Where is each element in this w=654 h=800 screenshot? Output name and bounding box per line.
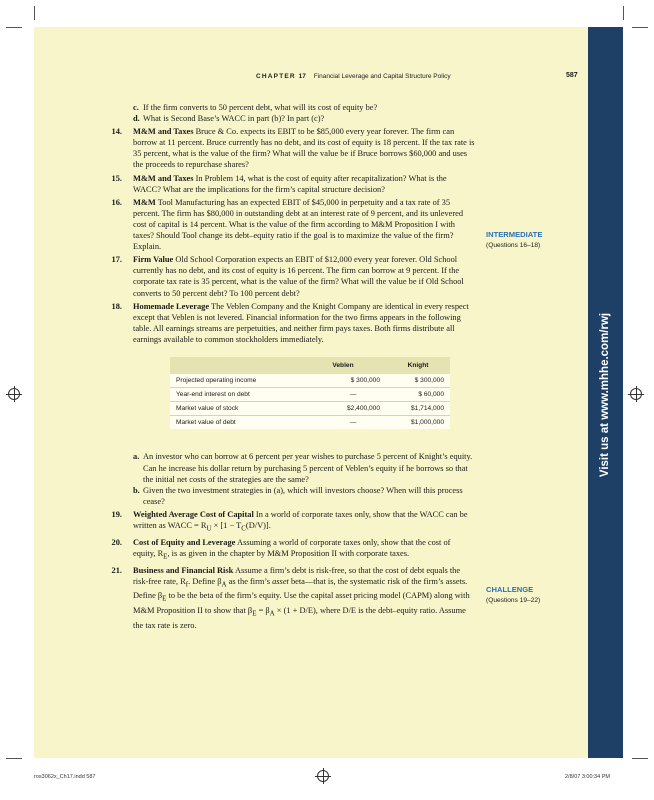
problem-title: Cost of Equity and Leverage xyxy=(133,537,236,547)
challenge-range: (Questions 19–22) xyxy=(486,597,541,604)
registration-mark-icon xyxy=(630,388,642,400)
problem-title: Weighted Average Cost of Capital xyxy=(133,509,254,519)
table-row: Projected operating income $ 300,000 $ 300,000 xyxy=(176,377,444,385)
chapter-label: CHAPTER xyxy=(256,73,296,80)
problem-title: M&M and Taxes xyxy=(133,173,194,183)
problem-title: M&M xyxy=(133,197,156,207)
sidebar-url: Visit us at www.mhhe.com/rwj xyxy=(599,312,611,478)
intermediate-heading: INTERMEDIATE xyxy=(486,230,543,239)
problem-19: 19. Weighted Average Cost of Capital In a world of corporate taxes only, show that the WACC can be written as WACC = $R_U \times [1 - T_C(D/V)]$. xyxy=(111,509,468,533)
problem-18b: b. Given the two investment strategies in (a), which will investors choose? When will this process cease? xyxy=(133,485,463,506)
problem-17: 17. Firm Value Old School Corporation expects an EBIT of $12,000 every year forever. Old School currently has no debt, and its cost of equity is 16 percent. The firm can borrow at 9 percent. If the corporate tax rate is 35 percent, what is the value of the firm? What will the value be if Old School converts to 50 percent debt? To 100 percent debt? xyxy=(111,255,464,298)
running-header xyxy=(256,73,451,80)
intermediate-range: (Questions 16–18) xyxy=(486,242,541,249)
financial-table xyxy=(170,357,450,429)
footer-file: ros3062x_Ch17.indd 587 xyxy=(34,774,96,780)
problem-title: M&M and Taxes xyxy=(133,127,194,137)
intermediate-label xyxy=(486,230,542,249)
crop-mark xyxy=(34,6,35,20)
problem-13d: d. What is Second Base’s WACC in part (b)? In part (c)? xyxy=(133,114,325,124)
crop-mark xyxy=(6,27,22,28)
crop-mark xyxy=(6,758,22,759)
challenge-heading: CHALLENGE xyxy=(486,585,534,594)
registration-mark-icon xyxy=(317,770,329,782)
problem-list xyxy=(100,102,475,633)
problem-16: 16. M&M Tool Manufacturing has an expected EBIT of $45,000 in perpetuity and a tax rate of 35 percent. The firm has $80,000 in outstanding debt at an interest rate of 9 percent, and its unlevered cost of capital is 14 percent. What is the value of the firm according to M&M Proposition I with taxes? Should Tool change its debt–equity ratio if the goal is to maximize the value of the firm? Explain. xyxy=(111,197,464,252)
table-row: Year-end interest on debt — $ 60,000 xyxy=(170,388,450,402)
page-number: 587 xyxy=(566,72,578,79)
problem-title: Firm Value xyxy=(133,255,174,265)
footer-timestamp: 2/8/07 3:00:34 PM xyxy=(565,774,610,780)
problem-title: Homemade Leverage xyxy=(133,301,210,311)
problem-14: 14. M&M and Taxes Bruce & Co. expects its EBIT to be $85,000 every year forever. The firm can borrow at 11 percent. Bruce currently has no debt, and its cost of equity is 18 percent. If the tax rate is 35 percent, what is the value of the firm? What will the value be if Bruce borrows $60,000 and uses the proceeds to repurchase shares? xyxy=(111,127,475,170)
problem-15: 15. M&M and Taxes In Problem 14, what is the cost of equity after recapitalization? What is the WACC? What are the implications for the firm’s capital structure decision? xyxy=(111,173,447,194)
chapter-number: 17 xyxy=(298,73,306,80)
table-header xyxy=(170,357,300,374)
table-row: Market value of debt — $1,000,000 xyxy=(170,416,450,430)
problem-20: 20. Cost of Equity and Leverage Assuming a world of corporate taxes only, show that the cost of equity, $R_E$, is as given in the chapter by M&M Proposition II with corporate taxes. xyxy=(111,537,451,561)
table-header: Knight xyxy=(386,357,450,374)
registration-mark-icon xyxy=(8,388,20,400)
crop-mark xyxy=(632,758,648,759)
problem-13c: c. If the firm converts to 50 percent debt, what will its cost of equity be? xyxy=(133,103,378,112)
problem-18: 18. Homemade Leverage The Veblen Company and the Knight Company are identical in every respect except that Veblen is not levered. Financial information for the two firms appears in the following table. All earnings streams are perpetuities, and neither firm pays taxes. Both firms distribute all earnings available to common stockholders immediately. xyxy=(111,301,469,344)
crop-mark xyxy=(632,27,648,28)
crop-mark xyxy=(623,6,624,20)
problem-title: Business and Financial Risk xyxy=(133,565,234,575)
table-row: Market value of stock $2,400,000 $1,714,000 xyxy=(170,402,450,416)
problem-21: 21. Business and Financial Risk Assume a firm’s debt is risk-free, so that the cost of debt equals the risk-free rate, $R_f$. Define $\beta_A$ as the firm’s asset beta—that is, the systematic risk of the firm’s assets. Define $\beta_E$ to be the beta of the firm’s equity. Use the capital asset pricing model (CAPM) along with M&M Proposition II to show that $\beta_E = \beta_A \times (1 + D/E)$, where D/E is the debt–equity ratio. Assume the tax rate is zero. xyxy=(111,565,470,631)
problem-18a: a. An investor who can borrow at 6 percent per year wishes to purchase 5 percent of Knight’s equity. Can he increase his dollar return by purchasing 5 percent of Veblen’s equity if he borrows so that the initial net costs of the strategies are the same? xyxy=(133,452,473,484)
challenge-label xyxy=(486,585,540,604)
table-header: Veblen xyxy=(300,357,386,374)
chapter-title: Financial Leverage and Capital Structure Policy xyxy=(313,73,451,80)
